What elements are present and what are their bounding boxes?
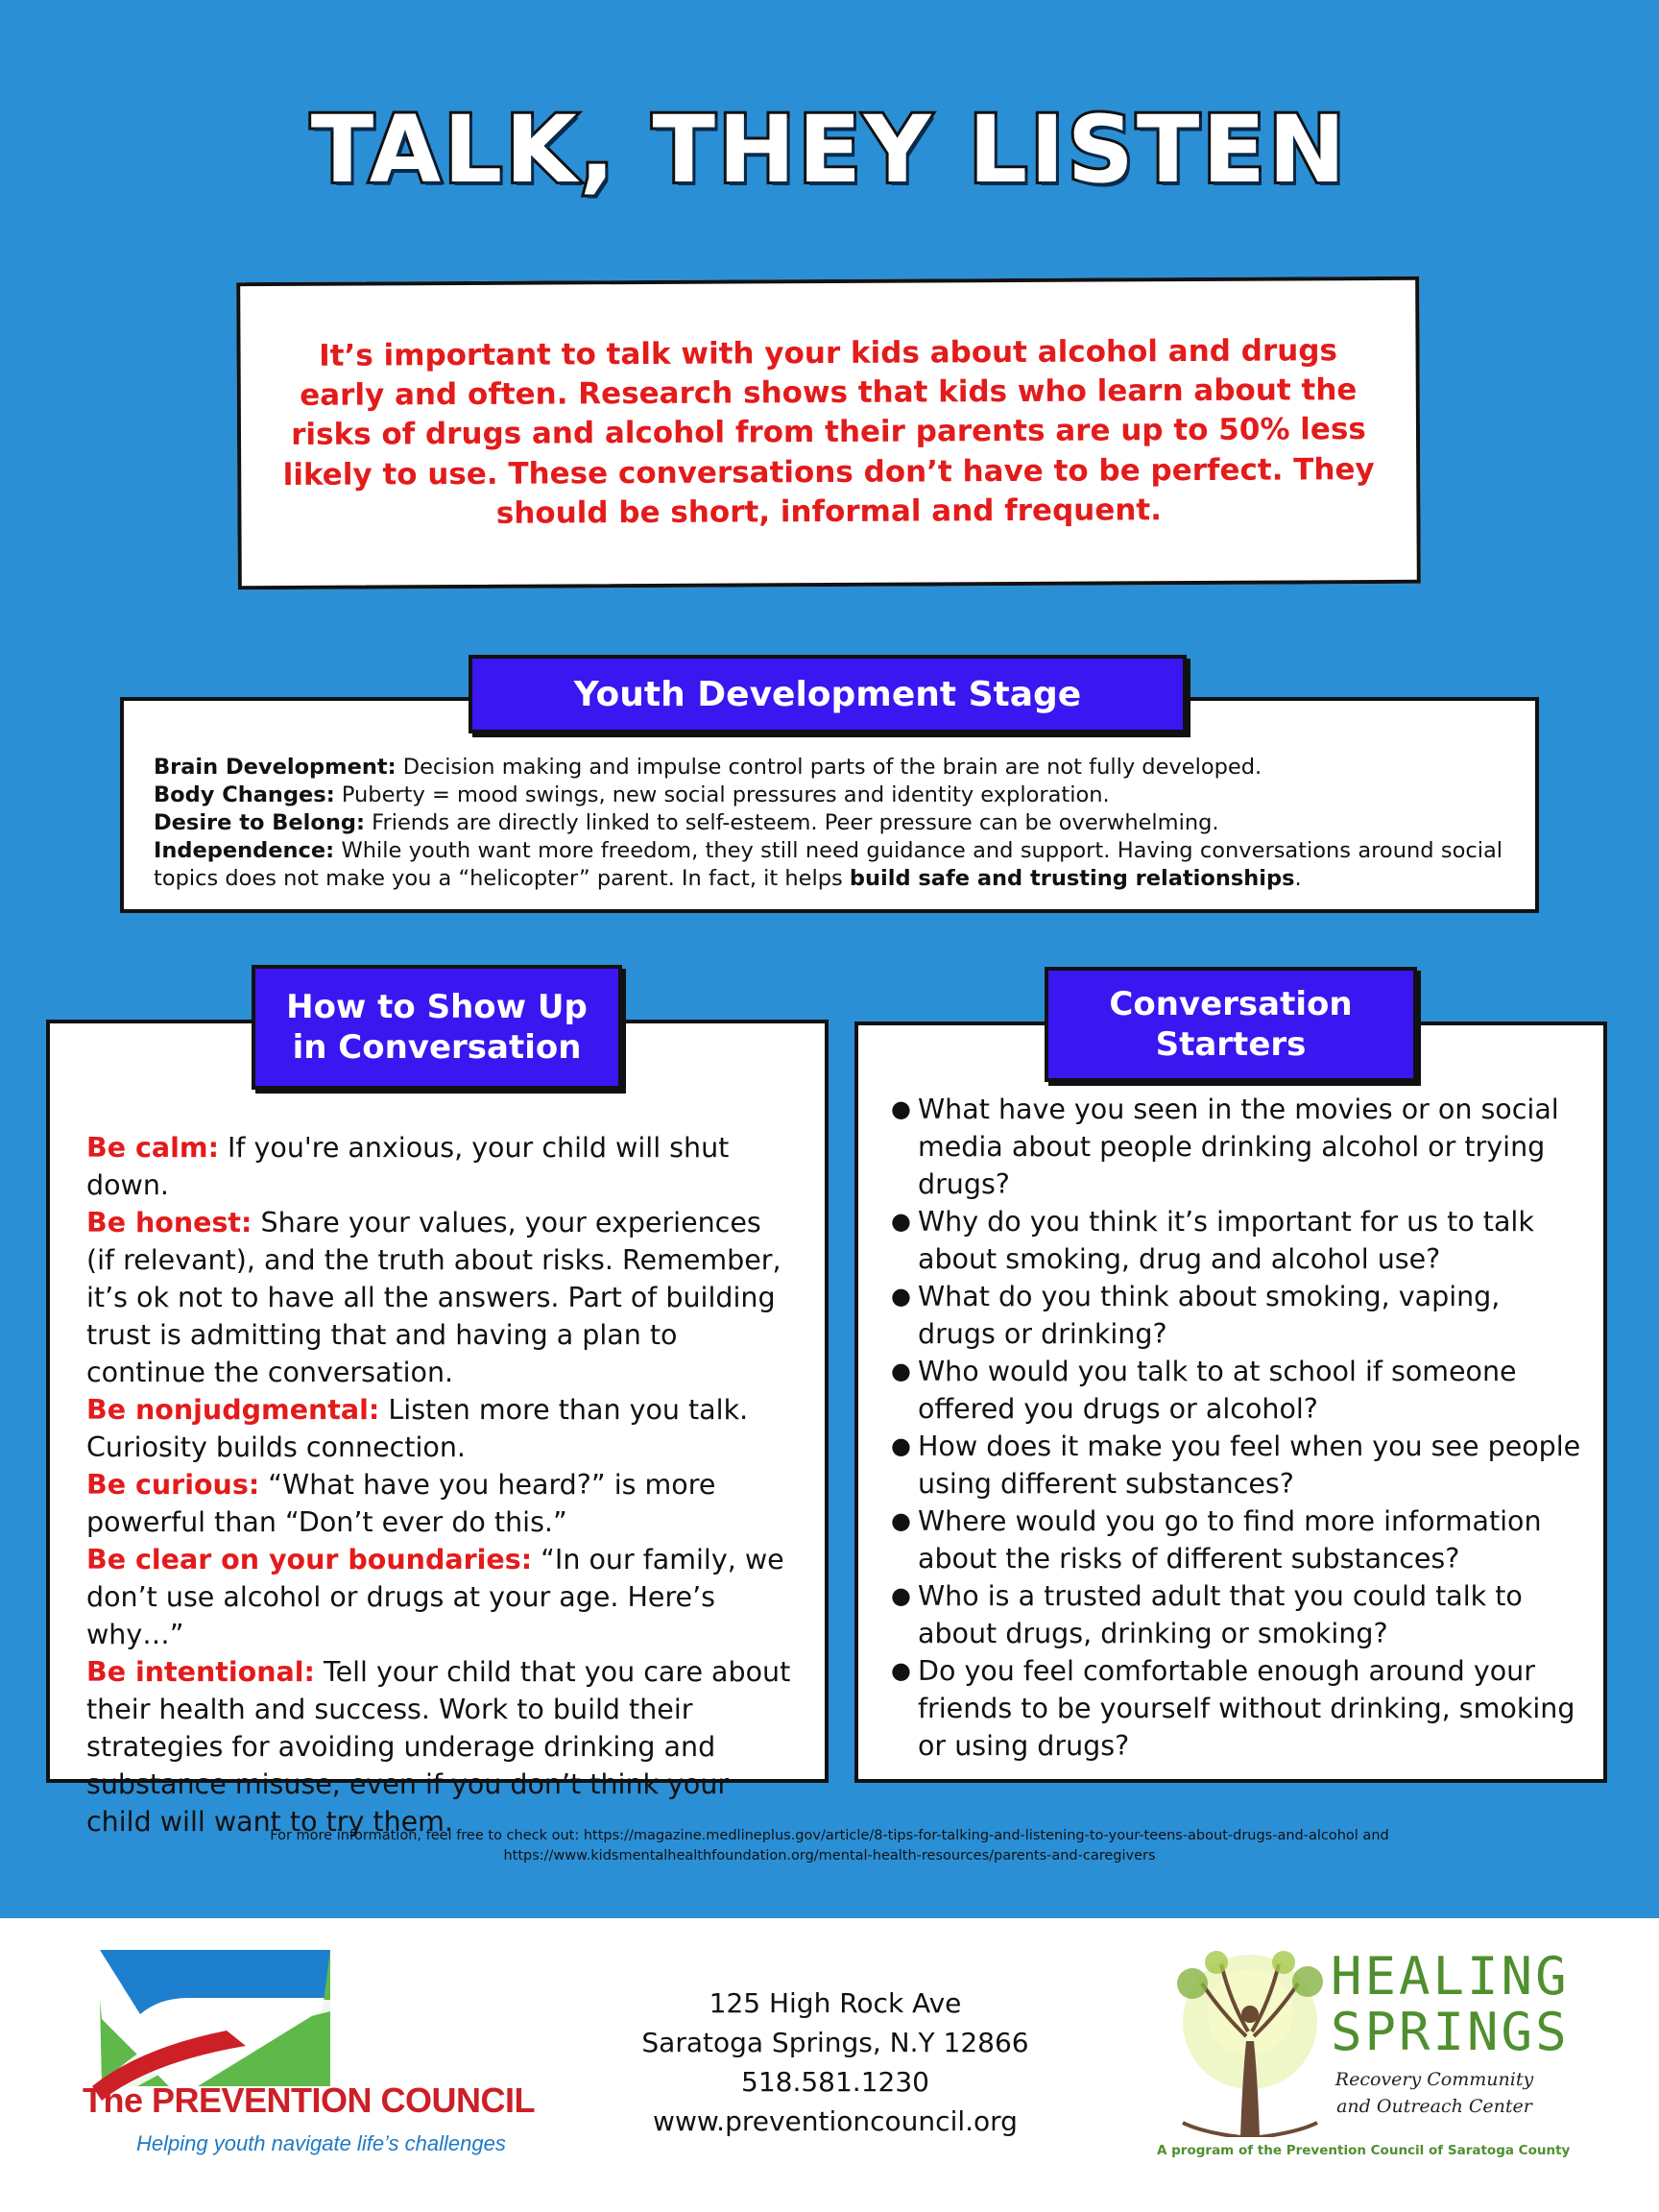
show-up-box bbox=[46, 1020, 829, 1838]
list-item bbox=[887, 1203, 1584, 1278]
phone: 518.581.1230 bbox=[741, 2066, 929, 2098]
list-item bbox=[887, 1428, 1584, 1503]
org-name: The PREVENTION COUNCIL bbox=[83, 2080, 536, 2120]
tip-item bbox=[86, 1391, 796, 1466]
youth-development-header: Youth Development Stage bbox=[469, 655, 1187, 733]
youth-item-label: Brain Development: bbox=[154, 755, 397, 780]
tree-figure-icon bbox=[1164, 1945, 1336, 2137]
youth-item-label: Desire to Belong: bbox=[154, 810, 365, 835]
tip-text: Tell your child that you care about their health and success. Work to build their strategies for avoiding underage drinking and substance misuse, even if you don’t think your child will want to try them. bbox=[86, 1656, 791, 1838]
conversation-starters-box bbox=[854, 1022, 1607, 1783]
youth-item-brain bbox=[154, 754, 1503, 781]
healing-springs-title: HEALING SPRINGS bbox=[1331, 1946, 1570, 2062]
tip-label: Be nonjudgmental: bbox=[86, 1394, 380, 1426]
bullet-icon: ● bbox=[891, 1507, 911, 1534]
list-item bbox=[887, 1278, 1584, 1353]
youth-item-independence bbox=[154, 837, 1503, 893]
contact-info bbox=[566, 1984, 1104, 2141]
youth-item-emphasis: build safe and trusting relationships bbox=[849, 866, 1295, 891]
starter-text: Why do you think it’s important for us to talk about smoking, drug and alcohol use? bbox=[918, 1206, 1534, 1275]
youth-item-label: Body Changes: bbox=[154, 782, 335, 807]
youth-item-text: Decision making and impulse control parts of the brain are not fully developed. bbox=[396, 755, 1262, 780]
tip-item bbox=[86, 1466, 796, 1541]
show-up-header: How to Show Up in Conversation bbox=[252, 965, 622, 1090]
tip-label: Be intentional: bbox=[86, 1656, 315, 1688]
tip-text: “What have you heard?” is more powerful than “Don’t ever do this.” bbox=[86, 1469, 716, 1538]
page-title: TALK, THEY LISTEN bbox=[310, 96, 1349, 204]
tip-text: Share your values, your experiences (if relevant), and the truth about risks. Remember, it’s ok not to have all the answers. Part of building trust is admitting that and having a plan to continue the conversation. bbox=[86, 1207, 781, 1388]
address-line: Saratoga Springs, N.Y 12866 bbox=[641, 2027, 1029, 2058]
intro-box bbox=[236, 276, 1421, 589]
list-item bbox=[887, 1353, 1584, 1428]
intro-text: It’s important to talk with your kids about alcohol and drugs early and often. Research shows that kids who learn about the risks of drugs and alcohol from their parents are up to 50% less likely to use. These conversations don’t have to be perfect. They should be short, informal and frequent. bbox=[282, 333, 1375, 531]
youth-item-text: Friends are directly linked to self-esteem. Peer pressure can be overwhelming. bbox=[364, 810, 1219, 835]
youth-item-body bbox=[154, 781, 1503, 809]
tip-text: “In our family, we don’t use alcohol or drugs at your age. Here’s why…” bbox=[86, 1544, 784, 1650]
bullet-icon: ● bbox=[891, 1432, 911, 1459]
tip-label: Be clear on your boundaries: bbox=[86, 1544, 533, 1575]
tip-text: Listen more than you talk. Curiosity builds connection. bbox=[86, 1394, 749, 1463]
bullet-icon: ● bbox=[891, 1582, 911, 1609]
youth-item-label: Independence: bbox=[154, 838, 335, 863]
starter-text: Who is a trusted adult that you could talk to about drugs, drinking or smoking? bbox=[918, 1580, 1523, 1649]
starter-text: What have you seen in the movies or on social media about people drinking alcohol or trying drugs? bbox=[918, 1094, 1559, 1200]
tip-item bbox=[86, 1541, 796, 1653]
youth-item-text: While youth want more freedom, they still need guidance and support. Having conversations around social topics does not make you a “helicopter” parent. In fact, it helps bbox=[154, 838, 1503, 891]
tip-label: Be calm: bbox=[86, 1132, 219, 1164]
address-line: 125 High Rock Ave bbox=[709, 1987, 962, 2019]
list-item bbox=[887, 1503, 1584, 1577]
starter-text: Who would you talk to at school if someone offered you drugs or alcohol? bbox=[918, 1356, 1517, 1425]
healing-springs-subtitle: Recovery Community and Outreach Center bbox=[1334, 2069, 1534, 2117]
footnote-links[interactable]: For more information, feel free to check out: https://magazine.medlineplus.gov/article/8-tips-for-talking-and-listening-to-your-teens-about-drugs-and-alcohol and https://www.kidsmentalhealthfoundation.org/mental-health-resources/parents-and-caregivers bbox=[270, 1828, 1389, 1863]
bullet-icon: ● bbox=[891, 1208, 911, 1235]
conversation-starters-header: Conversation Starters bbox=[1045, 967, 1417, 1082]
bullet-icon: ● bbox=[891, 1095, 911, 1122]
list-item bbox=[887, 1577, 1584, 1652]
list-item bbox=[887, 1652, 1584, 1765]
youth-item-belong bbox=[154, 809, 1503, 837]
tip-item bbox=[86, 1653, 796, 1840]
bullet-icon: ● bbox=[891, 1657, 911, 1684]
list-item bbox=[887, 1091, 1584, 1203]
tip-label: Be curious: bbox=[86, 1469, 260, 1501]
youth-item-tail: . bbox=[1294, 866, 1302, 891]
starter-text: Where would you go to find more information about the risks of different substances? bbox=[918, 1505, 1542, 1575]
youth-item-text: Puberty = mood swings, new social pressures and identity exploration. bbox=[334, 782, 1110, 807]
healing-springs-program: A program of the Prevention Council of Saratoga County bbox=[1157, 2143, 1571, 2158]
website-link[interactable]: www.preventioncouncil.org bbox=[653, 2105, 1018, 2137]
starter-text: How does it make you feel when you see people using different substances? bbox=[918, 1431, 1581, 1500]
tip-item bbox=[86, 1129, 796, 1204]
org-tagline: Helping youth navigate life’s challenges bbox=[136, 2131, 506, 2155]
starters-list bbox=[887, 1091, 1584, 1765]
tip-text: If you're anxious, your child will shut down. bbox=[86, 1132, 730, 1201]
starter-text: Do you feel comfortable enough around your friends to be yourself without drinking, smoking or using drugs? bbox=[918, 1655, 1575, 1762]
bullet-icon: ● bbox=[891, 1283, 911, 1310]
tip-item bbox=[86, 1204, 796, 1391]
starter-text: What do you think about smoking, vaping, drugs or drinking? bbox=[918, 1281, 1501, 1350]
tip-label: Be honest: bbox=[86, 1207, 252, 1238]
bullet-icon: ● bbox=[891, 1358, 911, 1384]
